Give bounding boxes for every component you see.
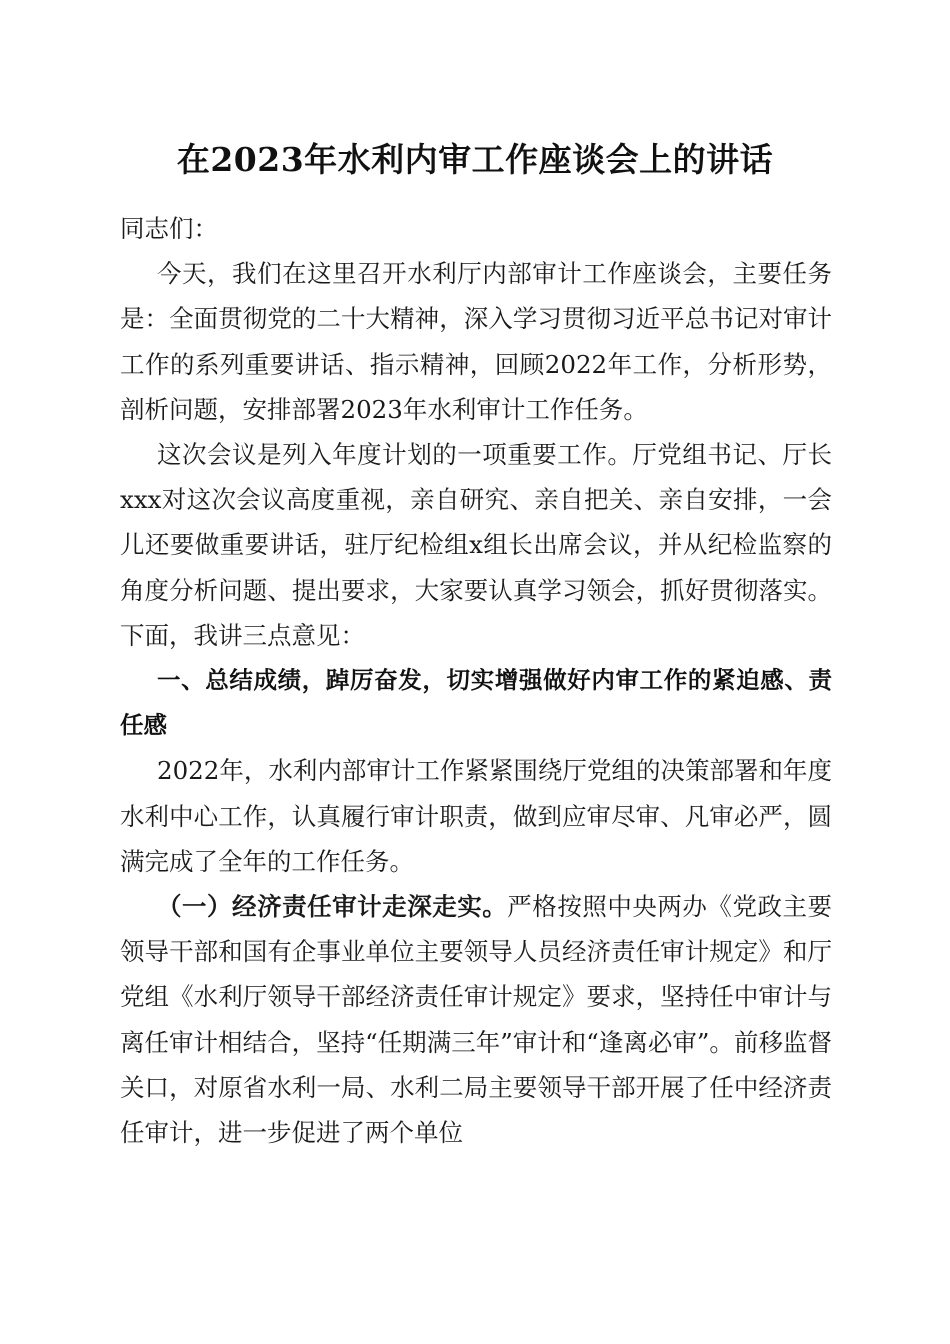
salutation: 同志们： — [120, 214, 218, 243]
subsection-heading-1: （一）经济责任审计走深走实。 — [157, 892, 508, 922]
paragraph-intro: 今天，我们在这里召开水利厅内部审计工作座谈会，主要任务是：全面贯彻党的二十大精神，深入学习贯彻习近平总书记对审计工作的系列重要讲话、指示精神，回顾2022年工作，分析形势，剖析问题，安排部署2023年水利审计工作任务。 — [120, 259, 832, 424]
document-body — [120, 206, 832, 1155]
paragraph-summary-2022: 2022年，水利内部审计工作紧紧围绕厅党组的决策部署和年度水利中心工作，认真履行审计职责，做到应审尽审、凡审必严，圆满完成了全年的工作任务。 — [120, 756, 832, 876]
paragraph-meeting: 这次会议是列入年度计划的一项重要工作。厅党组书记、厅长xxx对这次会议高度重视，亲自研究、亲自把关、亲自安排，一会儿还要做重要讲话，驻厅纪检组x组长出席会议，并从纪检监察的角度分析问题、提出要求，大家要认真学习领会，抓好贯彻落实。下面，我讲三点意见： — [120, 440, 832, 650]
subsection-body-1: 严格按照中央两办《党政主要领导干部和国有企事业单位主要领导人员经济责任审计规定》和厅党组《水利厅领导干部经济责任审计规定》要求，坚持任中审计与离任审计相结合，坚持“任期满三年”审计和“逢离必审”。前移监督关口，对原省水利一局、水利二局主要领导干部开展了任中经济责任审计，进一步促进了两个单位 — [120, 892, 833, 1148]
section-heading-1: 一、总结成绩，踔厉奋发，切实增强做好内审工作的紧迫感、责任感 — [120, 666, 832, 740]
document-title: 在2023年水利内审工作座谈会上的讲话 — [176, 140, 774, 179]
paragraph-economic-audit — [120, 884, 832, 1155]
